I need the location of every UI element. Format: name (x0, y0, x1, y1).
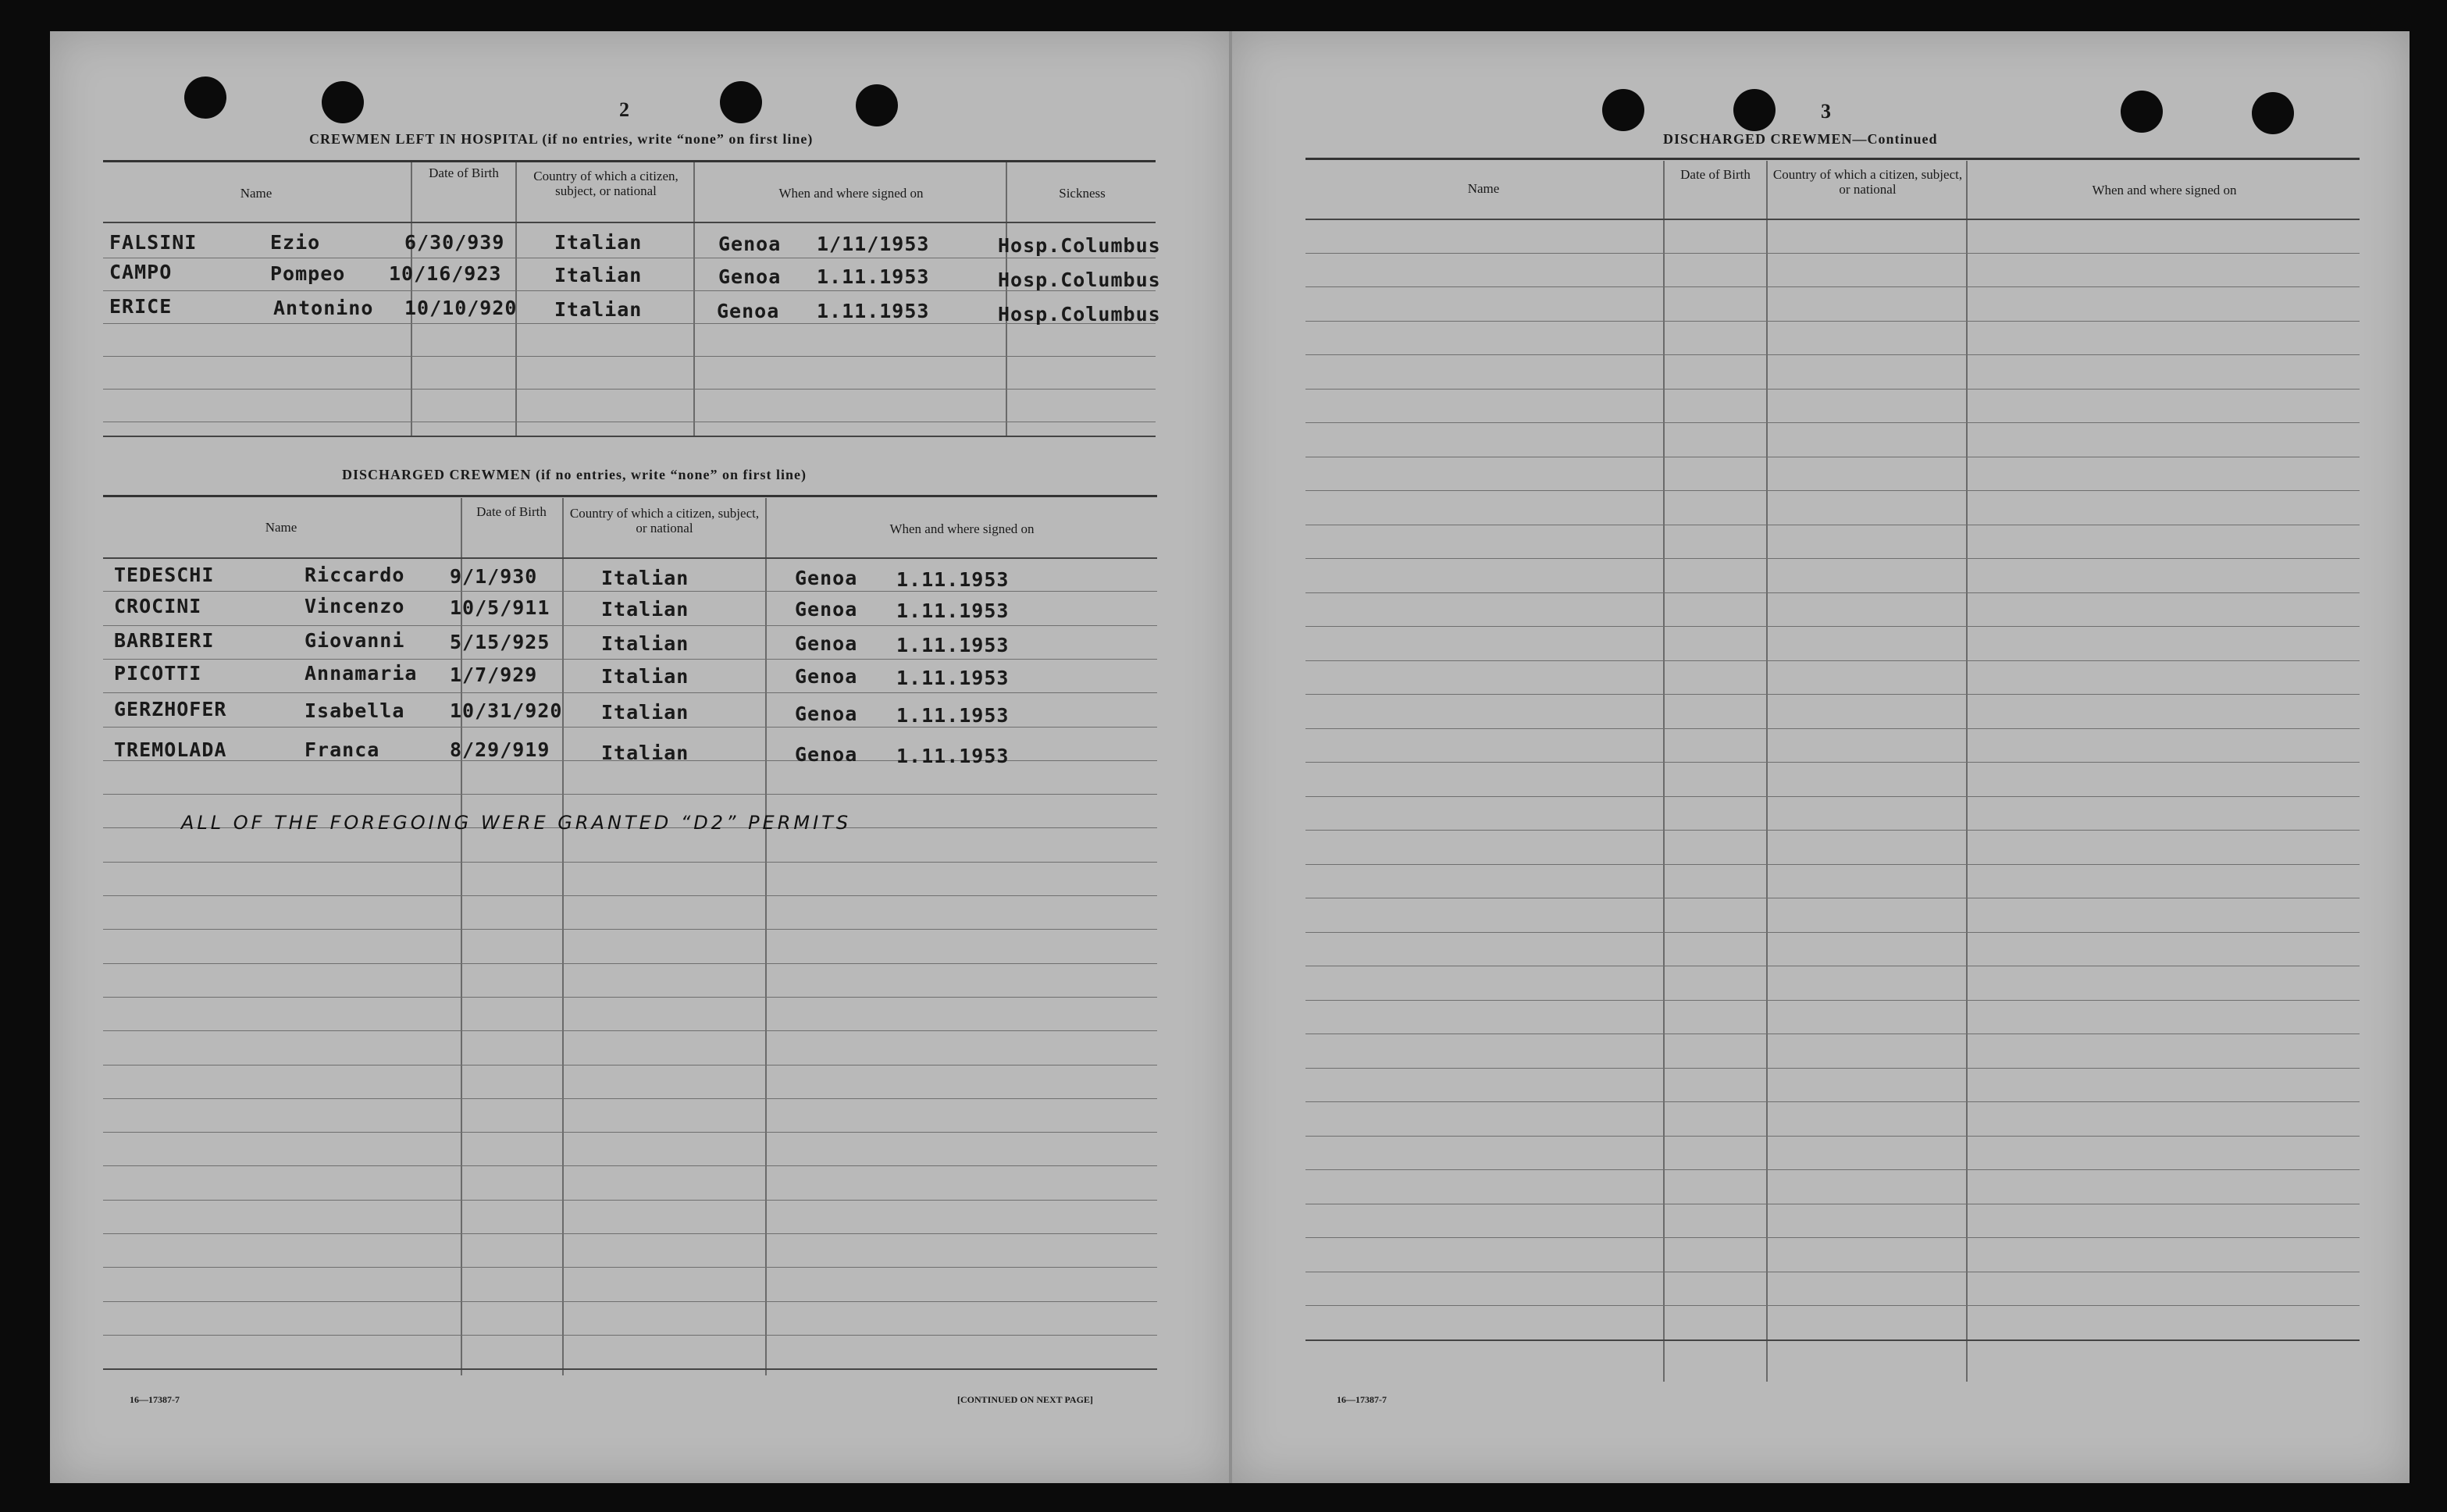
signed-place: Genoa (795, 743, 858, 766)
ruled-line (1305, 694, 2360, 695)
country: Italian (601, 598, 689, 621)
page-number: 2 (619, 98, 629, 121)
given-name: Franca (305, 738, 380, 761)
date-of-birth: 5/15/925 (450, 631, 550, 653)
ruled-line (1305, 1305, 2360, 1306)
ruled-line (103, 1368, 1157, 1370)
discharged-header-signed: When and where signed on (889, 521, 1035, 536)
signed-place: Genoa (795, 598, 858, 621)
discharged-header-name: Name (265, 520, 297, 535)
ruled-line (1305, 1033, 2360, 1034)
ruled-line (103, 862, 1157, 863)
ruled-line (103, 1098, 1157, 1099)
page-number: 3 (1821, 100, 1831, 123)
given-name: Pompeo (270, 262, 346, 285)
ruled-line (103, 997, 1157, 998)
sickness: Hosp.Columbus (998, 269, 1161, 291)
ruled-line (1305, 422, 2360, 423)
signed-date: 1.11.1953 (817, 300, 930, 322)
ruled-line (1305, 490, 2360, 491)
surname: CROCINI (114, 595, 202, 617)
right-header-name: Name (1467, 181, 1500, 196)
form-number: 16—17387-7 (130, 1394, 180, 1405)
signed-place: Genoa (717, 300, 780, 322)
given-name: Ezio (270, 231, 321, 254)
form-number: 16—17387-7 (1337, 1394, 1387, 1405)
right-top-rule (1305, 158, 2360, 160)
given-name: Giovanni (305, 629, 405, 652)
country: Italian (601, 701, 689, 724)
punch-hole (2252, 92, 2294, 134)
ruled-line (103, 659, 1157, 660)
signed-date: 1.11.1953 (817, 265, 930, 288)
signed-date: 1.11.1953 (896, 599, 1010, 622)
signed-place: Genoa (718, 265, 782, 288)
surname: TREMOLADA (114, 738, 227, 761)
surname: ERICE (109, 295, 173, 318)
ruled-line (103, 1267, 1157, 1268)
hospital-section-title: CREWMEN LEFT IN HOSPITAL (if no entries, write “none” on first line) (309, 131, 814, 147)
date-of-birth: 10/31/920 (450, 699, 563, 722)
ruled-line (1305, 321, 2360, 322)
ruled-line (1305, 1136, 2360, 1137)
ruled-line (1305, 1339, 2360, 1341)
signed-date: 1.11.1953 (896, 634, 1010, 656)
country: Italian (601, 742, 689, 764)
ruled-line (103, 1030, 1157, 1031)
ruled-line (1305, 286, 2360, 287)
ruled-line (103, 794, 1157, 795)
signed-place: Genoa (795, 567, 858, 589)
discharged-col-divider (461, 498, 462, 1375)
date-of-birth: 10/10/920 (404, 297, 518, 319)
right-page (1231, 31, 2410, 1483)
discharged-header-dob: Date of Birth (476, 504, 547, 519)
given-name: Antonino (273, 297, 374, 319)
ruled-line (1305, 558, 2360, 559)
ruled-line (103, 929, 1157, 930)
ruled-line (1305, 1237, 2360, 1238)
ruled-line (103, 1065, 1157, 1066)
signed-place: Genoa (795, 632, 858, 655)
ruled-line (103, 1200, 1157, 1201)
ruled-line (1305, 1101, 2360, 1102)
ruled-line (103, 963, 1157, 964)
country: Italian (554, 264, 643, 286)
ruled-line (103, 1165, 1157, 1166)
ruled-line (103, 1335, 1157, 1336)
given-name: Isabella (305, 699, 405, 722)
date-of-birth: 1/7/929 (450, 664, 538, 686)
country: Italian (554, 298, 643, 321)
hospital-header-sickness: Sickness (1059, 186, 1106, 201)
ruled-line (1305, 592, 2360, 593)
surname: GERZHOFER (114, 698, 227, 720)
signed-place: Genoa (795, 665, 858, 688)
discharged-top-rule (103, 495, 1157, 497)
surname: FALSINI (109, 231, 198, 254)
ruled-line (103, 591, 1157, 592)
punch-hole (2121, 91, 2163, 133)
right-section-title: DISCHARGED CREWMEN—Continued (1663, 131, 1938, 147)
signed-place: Genoa (795, 703, 858, 725)
signed-date: 1.11.1953 (896, 568, 1010, 591)
given-name: Annamaria (305, 662, 418, 685)
discharged-col-divider (562, 498, 564, 1375)
signed-date: 1.11.1953 (896, 745, 1010, 767)
ruled-line (103, 625, 1157, 626)
right-header-dob: Date of Birth (1680, 167, 1751, 182)
right-col-divider (1966, 161, 1968, 1382)
handwritten-note: ALL OF THE FOREGOING WERE GRANTED “D2” PERMITS (181, 812, 852, 834)
ruled-line (1305, 796, 2360, 797)
hospital-col-divider (1006, 162, 1007, 437)
ruled-line (1305, 354, 2360, 355)
punch-hole (720, 81, 762, 123)
signed-date: 1/11/1953 (817, 233, 930, 255)
ruled-line (1305, 1000, 2360, 1001)
signed-date: 1.11.1953 (896, 667, 1010, 689)
continued-note: [CONTINUED ON NEXT PAGE] (957, 1394, 1093, 1405)
discharged-col-divider (765, 498, 767, 1375)
date-of-birth: 10/16/923 (389, 262, 502, 285)
ruled-line (1305, 830, 2360, 831)
ruled-line (1305, 626, 2360, 627)
ruled-line (1305, 728, 2360, 729)
punch-hole (322, 81, 364, 123)
right-header-country: Country of which a citizen, subject, or national (1772, 167, 1963, 197)
page-fold (1229, 31, 1232, 1483)
ruled-line (1305, 864, 2360, 865)
date-of-birth: 8/29/919 (450, 738, 550, 761)
hospital-header-name: Name (240, 186, 272, 201)
hospital-top-rule (103, 160, 1156, 162)
date-of-birth: 9/1/930 (450, 565, 538, 588)
ruled-line (103, 1301, 1157, 1302)
country: Italian (601, 665, 689, 688)
ruled-line (1305, 253, 2360, 254)
signed-date: 1.11.1953 (896, 704, 1010, 727)
ruled-line (1305, 762, 2360, 763)
given-name: Vincenzo (305, 595, 405, 617)
sickness: Hosp.Columbus (998, 303, 1161, 326)
discharged-section-title: DISCHARGED CREWMEN (if no entries, write “none” on first line) (342, 467, 807, 482)
punch-hole (184, 76, 226, 119)
surname: BARBIERI (114, 629, 215, 652)
ruled-line (1305, 1169, 2360, 1170)
hospital-header-dob: Date of Birth (429, 165, 499, 180)
ruled-line (1305, 389, 2360, 390)
ruled-line (103, 692, 1157, 693)
country: Italian (601, 632, 689, 655)
right-col-divider (1663, 161, 1665, 1382)
ruled-line (103, 895, 1157, 896)
ruled-line (103, 1233, 1157, 1234)
right-col-divider (1766, 161, 1768, 1382)
ruled-line (103, 557, 1157, 559)
country: Italian (601, 567, 689, 589)
ruled-line (1305, 660, 2360, 661)
ruled-line (1305, 1068, 2360, 1069)
country: Italian (554, 231, 643, 254)
right-header-signed: When and where signed on (2092, 183, 2237, 197)
date-of-birth: 6/30/939 (404, 231, 505, 254)
punch-hole (1602, 89, 1644, 131)
given-name: Riccardo (305, 564, 405, 586)
punch-hole (1733, 89, 1776, 131)
surname: TEDESCHI (114, 564, 215, 586)
signed-place: Genoa (718, 233, 782, 255)
hospital-col-divider (693, 162, 695, 437)
date-of-birth: 10/5/911 (450, 596, 550, 619)
ruled-line (1305, 932, 2360, 933)
surname: CAMPO (109, 261, 173, 283)
ruled-line (1305, 219, 2360, 220)
sickness: Hosp.Columbus (998, 234, 1161, 257)
discharged-header-country: Country of which a citizen, subject, or national (569, 506, 760, 535)
punch-hole (856, 84, 898, 126)
surname: PICOTTI (114, 662, 202, 685)
hospital-header-signed: When and where signed on (778, 186, 924, 201)
ruled-line (103, 1132, 1157, 1133)
hospital-header-country: Country of which a citizen, subject, or national (533, 169, 679, 198)
